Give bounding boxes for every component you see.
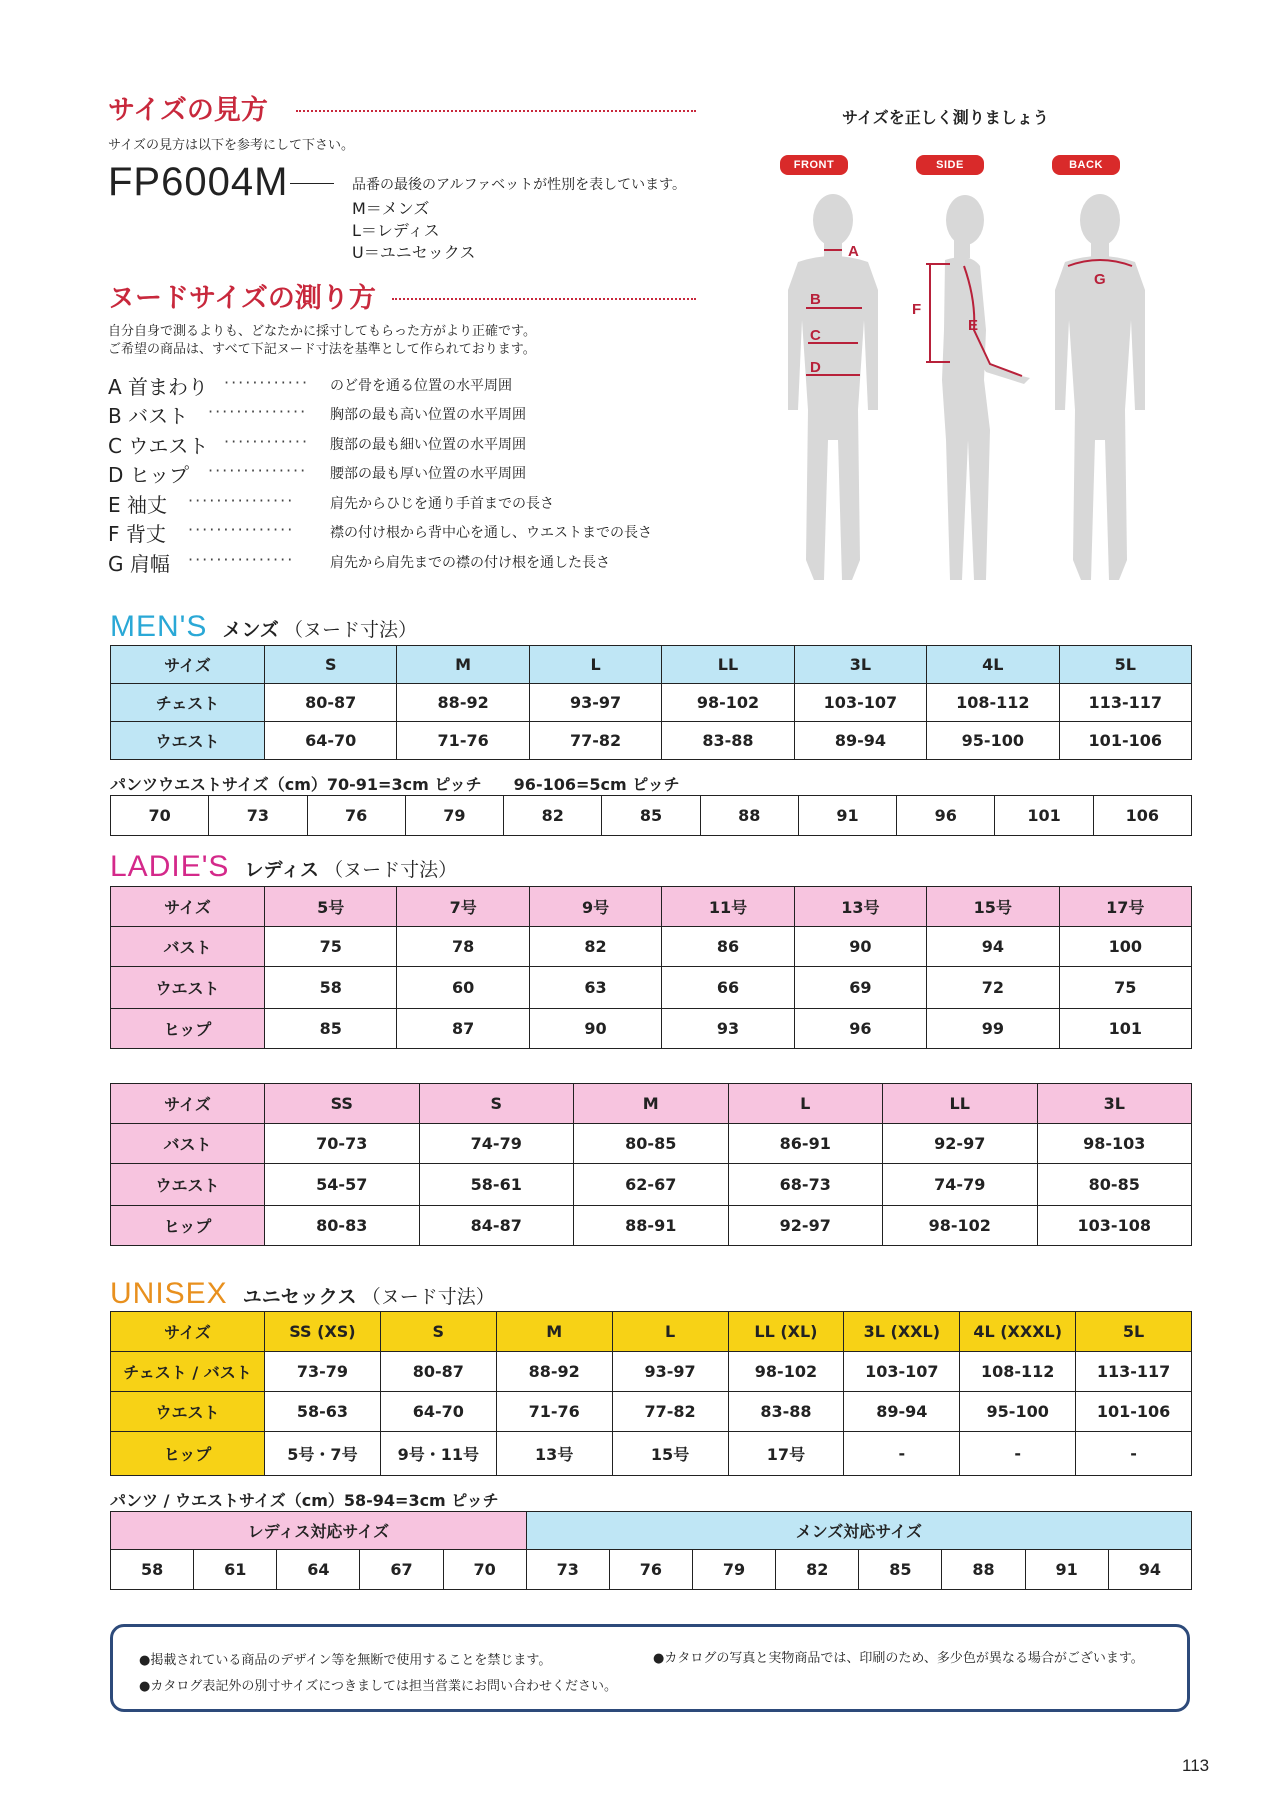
ladies-t1-row — [111, 927, 1192, 967]
ladies-t2-header-cell: SS — [265, 1084, 420, 1124]
ladies-t1-cell: 87 — [397, 1009, 529, 1049]
ladies-t1-header-cell: 5号 — [265, 887, 397, 927]
ladies-t1-cell: 86 — [662, 927, 794, 967]
how-to-subtitle: サイズの見方は以下を参考にして下さい。 — [108, 138, 354, 153]
mens-cell: 71-76 — [397, 722, 529, 760]
ladies-jp: レディス — [244, 859, 320, 881]
mens-row — [111, 722, 1192, 760]
mens-cell: 108-112 — [927, 684, 1059, 722]
nude-para-1: 自分自身で測るよりも、どなたかに採寸してもらった方がより正確です。 — [108, 324, 536, 339]
unisex-row-label: ヒップ — [111, 1432, 265, 1476]
ladies-t2-cell: 88-91 — [574, 1206, 729, 1246]
mens-pants-table — [110, 795, 1192, 836]
model-description: 品番の最後のアルファベットが性別を表しています。 — [352, 177, 687, 193]
mens-cell: 95-100 — [927, 722, 1059, 760]
ladies-t2-cell: 54-57 — [265, 1164, 420, 1206]
mens-pants-cell: 73 — [526, 1550, 609, 1590]
page-number: 113 — [1182, 1756, 1210, 1775]
measure-item-d: D ヒップ ·············· 腰部の最も厚い位置の水平周囲 — [108, 461, 526, 487]
ladies-pants-cell: 58 — [111, 1550, 194, 1590]
mens-cell: 98-102 — [662, 684, 794, 722]
mens-heading — [110, 610, 417, 644]
unisex-jp: ユニセックス — [242, 1286, 357, 1308]
mens-size-header: メンズ対応サイズ — [526, 1512, 1191, 1550]
unisex-cell: 89-94 — [844, 1392, 960, 1432]
ladies-t1-cell: 100 — [1059, 927, 1191, 967]
mens-header-cell: 5L — [1059, 646, 1191, 684]
ladies-t1-row-label: ウエスト — [111, 967, 265, 1009]
ladies-heading — [110, 850, 457, 884]
mens-pants-cell: 73 — [209, 796, 307, 836]
model-number: FP6004M — [108, 160, 289, 204]
ladies-t1-cell: 63 — [529, 967, 661, 1009]
unisex-row — [111, 1392, 1192, 1432]
ladies-t1-cell: 58 — [265, 967, 397, 1009]
ladies-t1-row — [111, 967, 1192, 1009]
mens-header-cell: 4L — [927, 646, 1059, 684]
ladies-t2-cell: 70-73 — [265, 1124, 420, 1164]
ladies-t2-row — [111, 1124, 1192, 1164]
ladies-pants-cell: 70 — [443, 1550, 526, 1590]
mens-pants-cell: 70 — [111, 796, 209, 836]
mens-jp2: （ヌード寸法） — [284, 619, 418, 641]
letter-d: D — [810, 359, 821, 376]
legend-unisex: U＝ユニセックス — [352, 243, 476, 262]
front-tag: FRONT — [780, 155, 848, 175]
ladies-t2-cell: 80-83 — [265, 1206, 420, 1246]
unisex-cell: 9号・11号 — [380, 1432, 496, 1476]
ladies-t1-cell: 78 — [397, 927, 529, 967]
mens-pants-cell: 88 — [700, 796, 798, 836]
mens-pants-cell: 79 — [692, 1550, 775, 1590]
ladies-t2-cell: 74-79 — [883, 1164, 1038, 1206]
mens-cell: 113-117 — [1059, 684, 1191, 722]
unisex-pants-note: パンツ / ウエストサイズ（cm）58-94=3cm ピッチ — [110, 1491, 499, 1510]
ladies-t1-row-label: ヒップ — [111, 1009, 265, 1049]
how-to-title: サイズの見方 — [108, 95, 268, 126]
model-connector-line — [290, 183, 334, 184]
footer-note-1: ●掲載されている商品のデザイン等を無断で使用することを禁じます。 — [139, 1653, 552, 1668]
unisex-cell: 73-79 — [265, 1352, 381, 1392]
mens-row-label: チェスト — [111, 684, 265, 722]
front-figure — [788, 194, 878, 580]
ladies-t1-cell: 60 — [397, 967, 529, 1009]
back-figure — [1055, 194, 1145, 580]
mens-pants-note: パンツウエストサイズ（cm）70-91=3cm ピッチ 96-106=5cm ピッチ — [110, 775, 680, 794]
ladies-t1-row-label: バスト — [111, 927, 265, 967]
ladies-t2-cell: 80-85 — [574, 1124, 729, 1164]
ladies-t1-row — [111, 887, 1192, 927]
mens-pants-cell: 88 — [942, 1550, 1025, 1590]
nude-size-title: ヌードサイズの測り方 — [108, 283, 376, 314]
unisex-row — [111, 1312, 1192, 1352]
mens-cell: 93-97 — [529, 684, 661, 722]
mens-pants-cell: 94 — [1108, 1550, 1191, 1590]
nude-para-2: ご希望の商品は、すべて下記ヌード寸法を基準として作られております。 — [108, 342, 536, 357]
mens-row — [111, 684, 1192, 722]
ladies-t1-cell: 85 — [265, 1009, 397, 1049]
ladies-t2-header-cell: S — [419, 1084, 574, 1124]
measure-item-c: C ウエスト ············ 腹部の最も細い位置の水平周囲 — [108, 432, 526, 458]
unisex-cell: 98-102 — [728, 1352, 844, 1392]
unisex-cell: 113-117 — [1076, 1352, 1192, 1392]
ladies-t2-row — [111, 1206, 1192, 1246]
mens-cell: 77-82 — [529, 722, 661, 760]
unisex-cell: 15号 — [612, 1432, 728, 1476]
mens-cell: 83-88 — [662, 722, 794, 760]
legend-ladies: L＝レディス — [352, 221, 440, 240]
ladies-t1-cell: 69 — [794, 967, 926, 1009]
unisex-row — [111, 1352, 1192, 1392]
ladies-number-size-table — [110, 886, 1192, 1049]
back-tag: BACK — [1052, 155, 1120, 175]
mens-pants-cell: 85 — [602, 796, 700, 836]
mens-cell: 89-94 — [794, 722, 926, 760]
mens-pants-cell: 82 — [504, 796, 602, 836]
mens-header-cell: S — [265, 646, 397, 684]
letter-f: F — [912, 301, 922, 318]
mens-cell: 64-70 — [265, 722, 397, 760]
mens-pants-cell: 82 — [776, 1550, 859, 1590]
ladies-t2-cell: 103-108 — [1037, 1206, 1192, 1246]
ladies-pants-cell: 67 — [360, 1550, 443, 1590]
ladies-t2-header-cell: L — [728, 1084, 883, 1124]
mens-pants-cell: 91 — [1025, 1550, 1108, 1590]
mens-cell: 101-106 — [1059, 722, 1191, 760]
ladies-t1-cell: 75 — [1059, 967, 1191, 1009]
mens-header-cell: L — [529, 646, 661, 684]
diagram-title: サイズを正しく測りましょう — [842, 108, 1049, 127]
ladies-t2-header-cell: 3L — [1037, 1084, 1192, 1124]
unisex-cell: - — [844, 1432, 960, 1476]
mens-pants-cell: 101 — [995, 796, 1093, 836]
side-tag: SIDE — [916, 155, 984, 175]
ladies-t2-row-label: ヒップ — [111, 1206, 265, 1246]
unisex-cell: 93-97 — [612, 1352, 728, 1392]
unisex-header-cell: S — [380, 1312, 496, 1352]
measure-item-a: A 首まわり ············ のど骨を通る位置の水平周囲 — [108, 373, 512, 399]
unisex-cell: 17号 — [728, 1432, 844, 1476]
unisex-cell: 13号 — [496, 1432, 612, 1476]
ladies-t1-header-cell: 15号 — [927, 887, 1059, 927]
ladies-t1-cell: 101 — [1059, 1009, 1191, 1049]
ladies-t2-cell: 98-103 — [1037, 1124, 1192, 1164]
letter-e: E — [968, 317, 979, 334]
legend-mens: M＝メンズ — [352, 199, 430, 218]
ladies-t2-cell: 80-85 — [1037, 1164, 1192, 1206]
unisex-jp2: （ヌード寸法） — [361, 1286, 495, 1308]
ladies-t2-cell: 92-97 — [728, 1206, 883, 1246]
unisex-cell: 80-87 — [380, 1352, 496, 1392]
ladies-t2-header-cell: M — [574, 1084, 729, 1124]
ladies-t1-cell: 96 — [794, 1009, 926, 1049]
mens-row-label: ウエスト — [111, 722, 265, 760]
title-dotted-rule — [296, 110, 696, 112]
ladies-t2-cell: 58-61 — [419, 1164, 574, 1206]
ladies-t2-cell: 98-102 — [883, 1206, 1038, 1246]
unisex-header-cell: SS (XS) — [265, 1312, 381, 1352]
unisex-cell: 101-106 — [1076, 1392, 1192, 1432]
letter-g: G — [1094, 271, 1106, 288]
mens-en: MEN'S — [110, 610, 208, 643]
gender-legend — [352, 198, 476, 264]
unisex-pants-header-row — [111, 1512, 1192, 1550]
ladies-en: LADIE'S — [110, 850, 230, 883]
ladies-t1-cell: 94 — [927, 927, 1059, 967]
ladies-jp2: （ヌード寸法） — [324, 859, 458, 881]
ladies-t1-header-cell: サイズ — [111, 887, 265, 927]
unisex-header-cell: 5L — [1076, 1312, 1192, 1352]
unisex-cell: - — [1076, 1432, 1192, 1476]
letter-c: C — [810, 327, 821, 344]
ladies-t1-row — [111, 1009, 1192, 1049]
ladies-t2-header-cell: サイズ — [111, 1084, 265, 1124]
ladies-t1-header-cell: 7号 — [397, 887, 529, 927]
ladies-t1-cell: 90 — [529, 1009, 661, 1049]
mens-pants-cell: 91 — [798, 796, 896, 836]
unisex-cell: 58-63 — [265, 1392, 381, 1432]
ladies-pants-cell: 61 — [194, 1550, 277, 1590]
ladies-t2-cell: 86-91 — [728, 1124, 883, 1164]
mens-pants-cell: 96 — [897, 796, 995, 836]
unisex-row-label: ウエスト — [111, 1392, 265, 1432]
mens-size-table — [110, 645, 1192, 760]
mens-header-cell: LL — [662, 646, 794, 684]
unisex-cell: 77-82 — [612, 1392, 728, 1432]
measure-item-b: B バスト ·············· 胸部の最も高い位置の水平周囲 — [108, 402, 526, 428]
footer-note-2: ●カタログの写真と実物商品では、印刷のため、多少色が異なる場合がございます。 — [653, 1651, 1144, 1666]
mens-cell: 88-92 — [397, 684, 529, 722]
mens-pants-cell: 85 — [859, 1550, 942, 1590]
footer-notes-box — [110, 1624, 1190, 1712]
unisex-cell: 108-112 — [960, 1352, 1076, 1392]
ladies-t2-cell: 62-67 — [574, 1164, 729, 1206]
unisex-cell: 103-107 — [844, 1352, 960, 1392]
ladies-t1-header-cell: 9号 — [529, 887, 661, 927]
unisex-pants-table — [110, 1511, 1192, 1590]
unisex-header-cell: LL (XL) — [728, 1312, 844, 1352]
measure-item-g: G 肩幅 ··············· 肩先から肩先までの襟の付け根を通した長さ — [108, 550, 610, 576]
ladies-t2-row-label: ウエスト — [111, 1164, 265, 1206]
measure-item-e: E 袖丈 ··············· 肩先からひじを通り手首までの長さ — [108, 491, 554, 517]
mens-pants-cell: 76 — [609, 1550, 692, 1590]
ladies-size-header: レディス対応サイズ — [111, 1512, 527, 1550]
ladies-t1-header-cell: 11号 — [662, 887, 794, 927]
unisex-header-cell: サイズ — [111, 1312, 265, 1352]
ladies-t2-cell: 84-87 — [419, 1206, 574, 1246]
ladies-t1-cell: 93 — [662, 1009, 794, 1049]
ladies-t1-cell: 99 — [927, 1009, 1059, 1049]
mens-header-cell: サイズ — [111, 646, 265, 684]
mens-row — [111, 646, 1192, 684]
unisex-cell: 88-92 — [496, 1352, 612, 1392]
ladies-t2-row-label: バスト — [111, 1124, 265, 1164]
ladies-t1-header-cell: 17号 — [1059, 887, 1191, 927]
mens-cell: 80-87 — [265, 684, 397, 722]
letter-b: B — [810, 291, 821, 308]
unisex-pants-row — [111, 1550, 1192, 1590]
mens-header-cell: M — [397, 646, 529, 684]
mens-pants-row — [111, 796, 1192, 836]
mens-jp: メンズ — [222, 619, 279, 641]
unisex-header-cell: 3L (XXL) — [844, 1312, 960, 1352]
ladies-t1-cell: 66 — [662, 967, 794, 1009]
unisex-heading — [110, 1277, 495, 1311]
unisex-size-table — [110, 1311, 1192, 1476]
unisex-cell: 64-70 — [380, 1392, 496, 1432]
mens-pants-cell: 76 — [307, 796, 405, 836]
measure-item-f: F 背丈 ··············· 襟の付け根から背中心を通し、ウエストまでの長さ — [108, 520, 652, 546]
ladies-t1-cell: 75 — [265, 927, 397, 967]
ladies-t2-cell: 92-97 — [883, 1124, 1038, 1164]
unisex-cell: - — [960, 1432, 1076, 1476]
unisex-cell: 71-76 — [496, 1392, 612, 1432]
unisex-row — [111, 1432, 1192, 1476]
body-diagram — [740, 180, 1160, 600]
letter-a: A — [848, 243, 859, 260]
ladies-t2-row — [111, 1164, 1192, 1206]
mens-header-cell: 3L — [794, 646, 926, 684]
ladies-t2-row — [111, 1084, 1192, 1124]
ladies-t2-cell: 74-79 — [419, 1124, 574, 1164]
unisex-cell: 83-88 — [728, 1392, 844, 1432]
unisex-en: UNISEX — [110, 1277, 228, 1310]
nude-dotted-rule — [392, 298, 696, 300]
unisex-header-cell: M — [496, 1312, 612, 1352]
unisex-cell: 5号・7号 — [265, 1432, 381, 1476]
mens-pants-cell: 106 — [1093, 796, 1191, 836]
side-figure — [942, 195, 1030, 580]
ladies-letter-size-table — [110, 1083, 1192, 1246]
mens-pants-cell: 79 — [405, 796, 503, 836]
footer-note-3: ●カタログ表記外の別寸サイズにつきましては担当営業にお問い合わせください。 — [139, 1679, 618, 1694]
ladies-t1-cell: 90 — [794, 927, 926, 967]
ladies-t1-header-cell: 13号 — [794, 887, 926, 927]
ladies-t2-cell: 68-73 — [728, 1164, 883, 1206]
unisex-row-label: チェスト / バスト — [111, 1352, 265, 1392]
ladies-t1-cell: 82 — [529, 927, 661, 967]
unisex-header-cell: L — [612, 1312, 728, 1352]
ladies-pants-cell: 64 — [277, 1550, 360, 1590]
unisex-cell: 95-100 — [960, 1392, 1076, 1432]
unisex-header-cell: 4L (XXXL) — [960, 1312, 1076, 1352]
ladies-t1-cell: 72 — [927, 967, 1059, 1009]
ladies-t2-header-cell: LL — [883, 1084, 1038, 1124]
mens-cell: 103-107 — [794, 684, 926, 722]
